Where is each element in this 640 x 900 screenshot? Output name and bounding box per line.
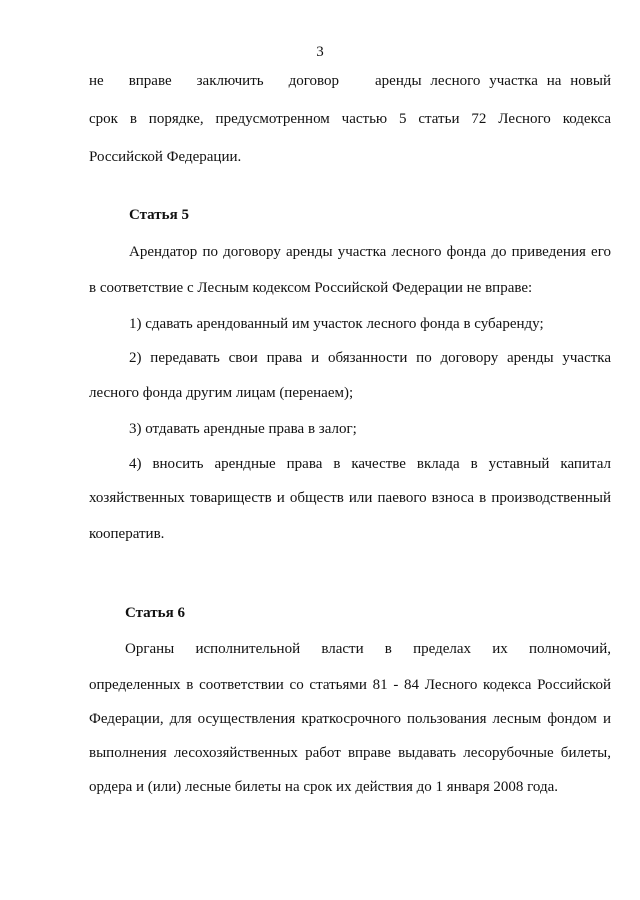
article-5-item-4-line-1: 4) вносить арендные права в качестве вклада в уставный капитал	[129, 456, 611, 472]
intro-line-1-part-b: аренды лесного участка на новый	[375, 73, 611, 89]
article-5-heading: Статья 5	[129, 207, 189, 223]
article-5-item-3: 3) отдавать арендные права в залог;	[129, 421, 357, 437]
article-6-heading: Статья 6	[125, 605, 185, 621]
intro-line-2: срок в порядке, предусмотренном частью 5 статьи 72 Лесного кодекса	[89, 111, 611, 127]
page-number: 3	[316, 44, 324, 60]
intro-line-1	[89, 73, 611, 90]
article-6-line-2: определенных в соответствии со статьями 81 - 84 Лесного кодекса Российской	[89, 677, 611, 693]
intro-line-3: Российской Федерации.	[89, 149, 242, 165]
article-5-item-4-line-3: кооператив.	[89, 526, 165, 542]
article-5-p1-line-2: в соответствие с Лесным кодексом Российской Федерации не вправе:	[89, 280, 533, 296]
article-6-line-4: выполнения лесохозяйственных работ вправе выдавать лесорубочные билеты,	[89, 745, 611, 761]
article-5-item-2-line-2: лесного фонда другим лицам (перенаем);	[89, 385, 354, 401]
article-5-item-1: 1) сдавать арендованный им участок лесного фонда в субаренду;	[129, 316, 544, 332]
article-6-line-3: Федерации, для осуществления краткосрочного пользования лесным фондом и	[89, 711, 611, 727]
intro-line-1-part-a: не вправе заключить договор	[89, 73, 339, 89]
article-6-line-5: ордера и (или) лесные билеты на срок их действия до 1 января 2008 года.	[89, 779, 559, 795]
article-5-item-2-line-1: 2) передавать свои права и обязанности по договору аренды участка	[129, 350, 611, 366]
article-5-item-4-line-2: хозяйственных товариществ и обществ или паевого взноса в производственный	[89, 490, 611, 506]
article-5-p1-line-1: Арендатор по договору аренды участка лесного фонда до приведения его	[129, 244, 611, 260]
article-6-line-1: Органы исполнительной власти в пределах их полномочий,	[125, 641, 611, 657]
